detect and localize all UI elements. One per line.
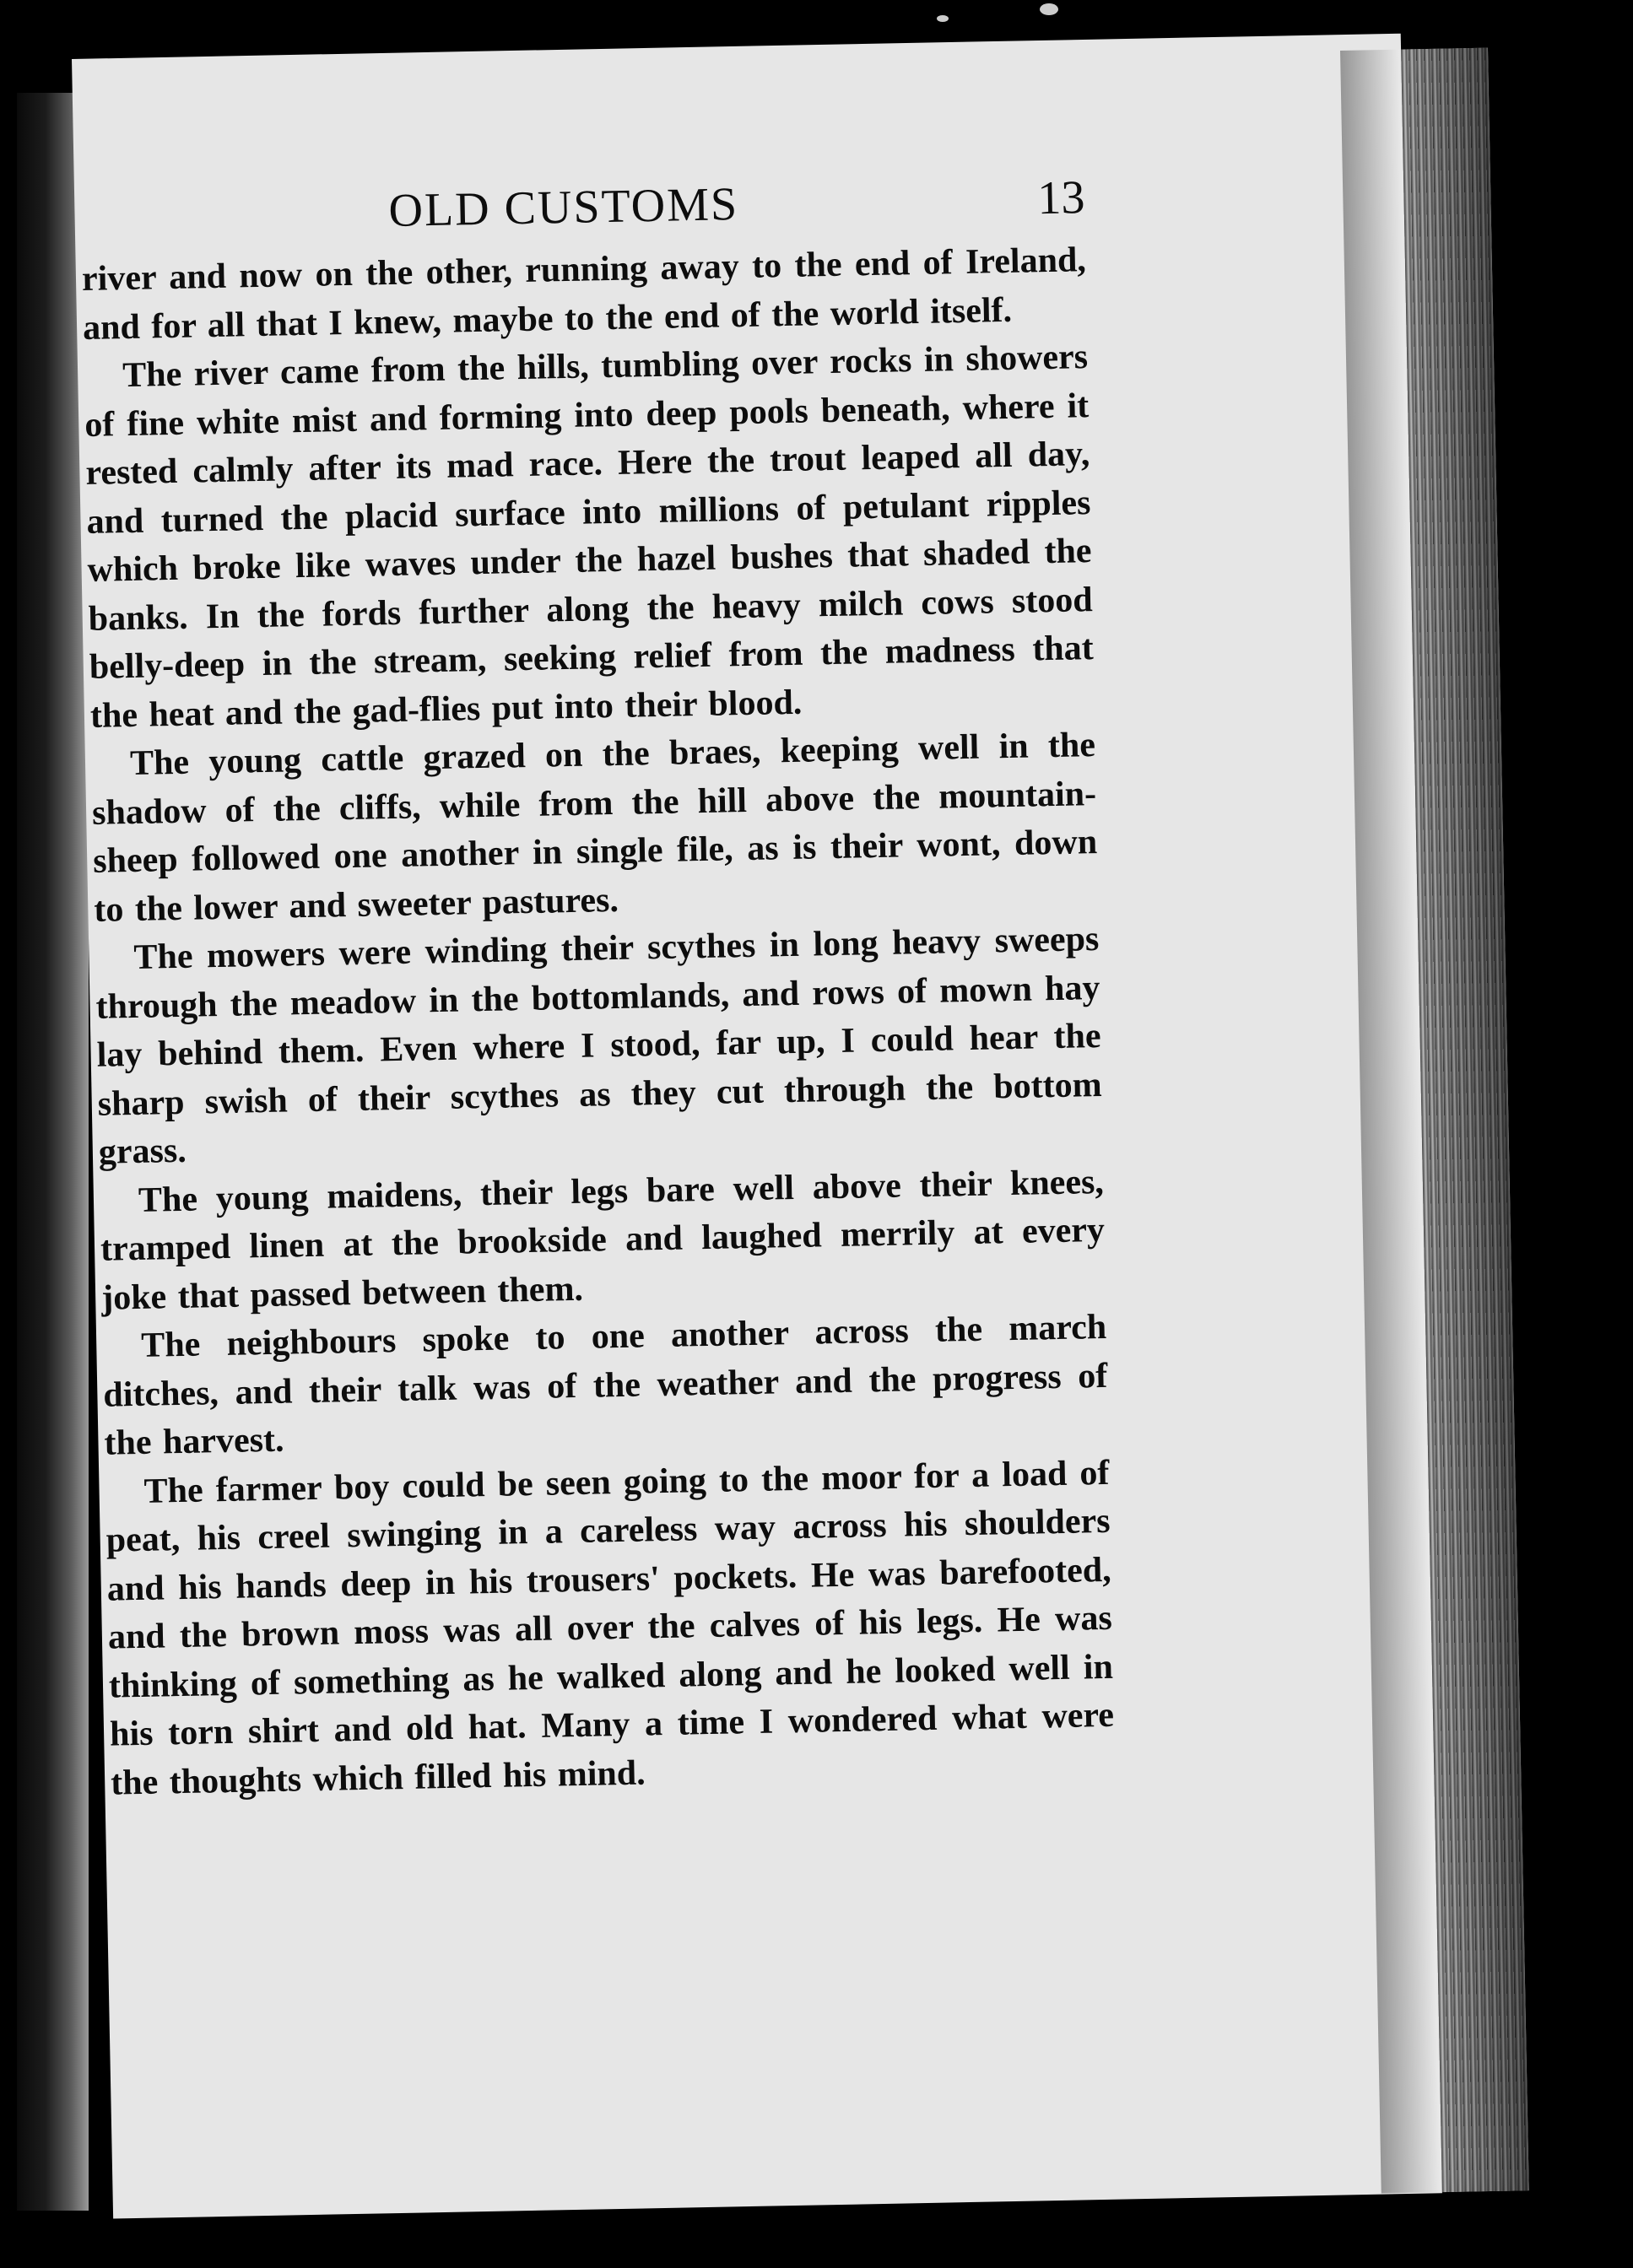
dust-speck	[937, 15, 949, 22]
paragraph-continued: river and now on the other, running away to the end of Ireland, and for all that I knew, maybe to the end of the world itself.	[81, 240, 1087, 348]
paragraph: The mowers were winding their scythes in long heavy sweeps through the meadow in the bottomlands, and rows of mown hay lay behind them. Even where I stood, far up, I could hear the sharp swish of their scythes as they cut through the bottom grass.	[95, 919, 1103, 1172]
page-number: 13	[1036, 171, 1085, 225]
paragraph: The young cattle grazed on the braes, keeping well in the shadow of the cliffs, while from the hill above the mountain-sheep followed one another in single file, as is their wont, down to the lower and sweeter pastures.	[91, 726, 1098, 930]
running-title: OLD CUSTOMS	[387, 178, 739, 237]
paragraph: The young maidens, their legs bare well above their knees, tramped linen at the brookside and laughed merrily at every joke that passed between them.	[100, 1162, 1106, 1318]
dust-speck	[1040, 3, 1058, 15]
paragraph: The farmer boy could be seen going to the moor for a load of peat, his creel swinging in a careless way across his shoulders and his hands deep in his trousers' pockets. He was barefooted, and the brown moss was all over the calves of his legs. He was thinking of something as he walked along and he looked well in his torn shirt and old hat. Many a time I wondered what were the thoughts which filled his mind.	[105, 1453, 1115, 1803]
paragraph: The neighbours spoke to one another across the march ditches, and their talk was of the weather and the progress of the harvest.	[102, 1307, 1108, 1463]
page-text	[80, 170, 1116, 1807]
paragraph: The river came from the hills, tumbling over rocks in showers of fine white mist and forming into deep pools beneath, where it rested calmly after its mad race. Here the trout leaped all day, and turned the placid surface into millions of petulant ripples which broke like waves under the hazel bushes that shaded the banks. In the fords further along the heavy milch cows stood belly-deep in the stream, seeking relief from the madness that the heat and the gad-flies put into their blood.	[84, 338, 1095, 736]
